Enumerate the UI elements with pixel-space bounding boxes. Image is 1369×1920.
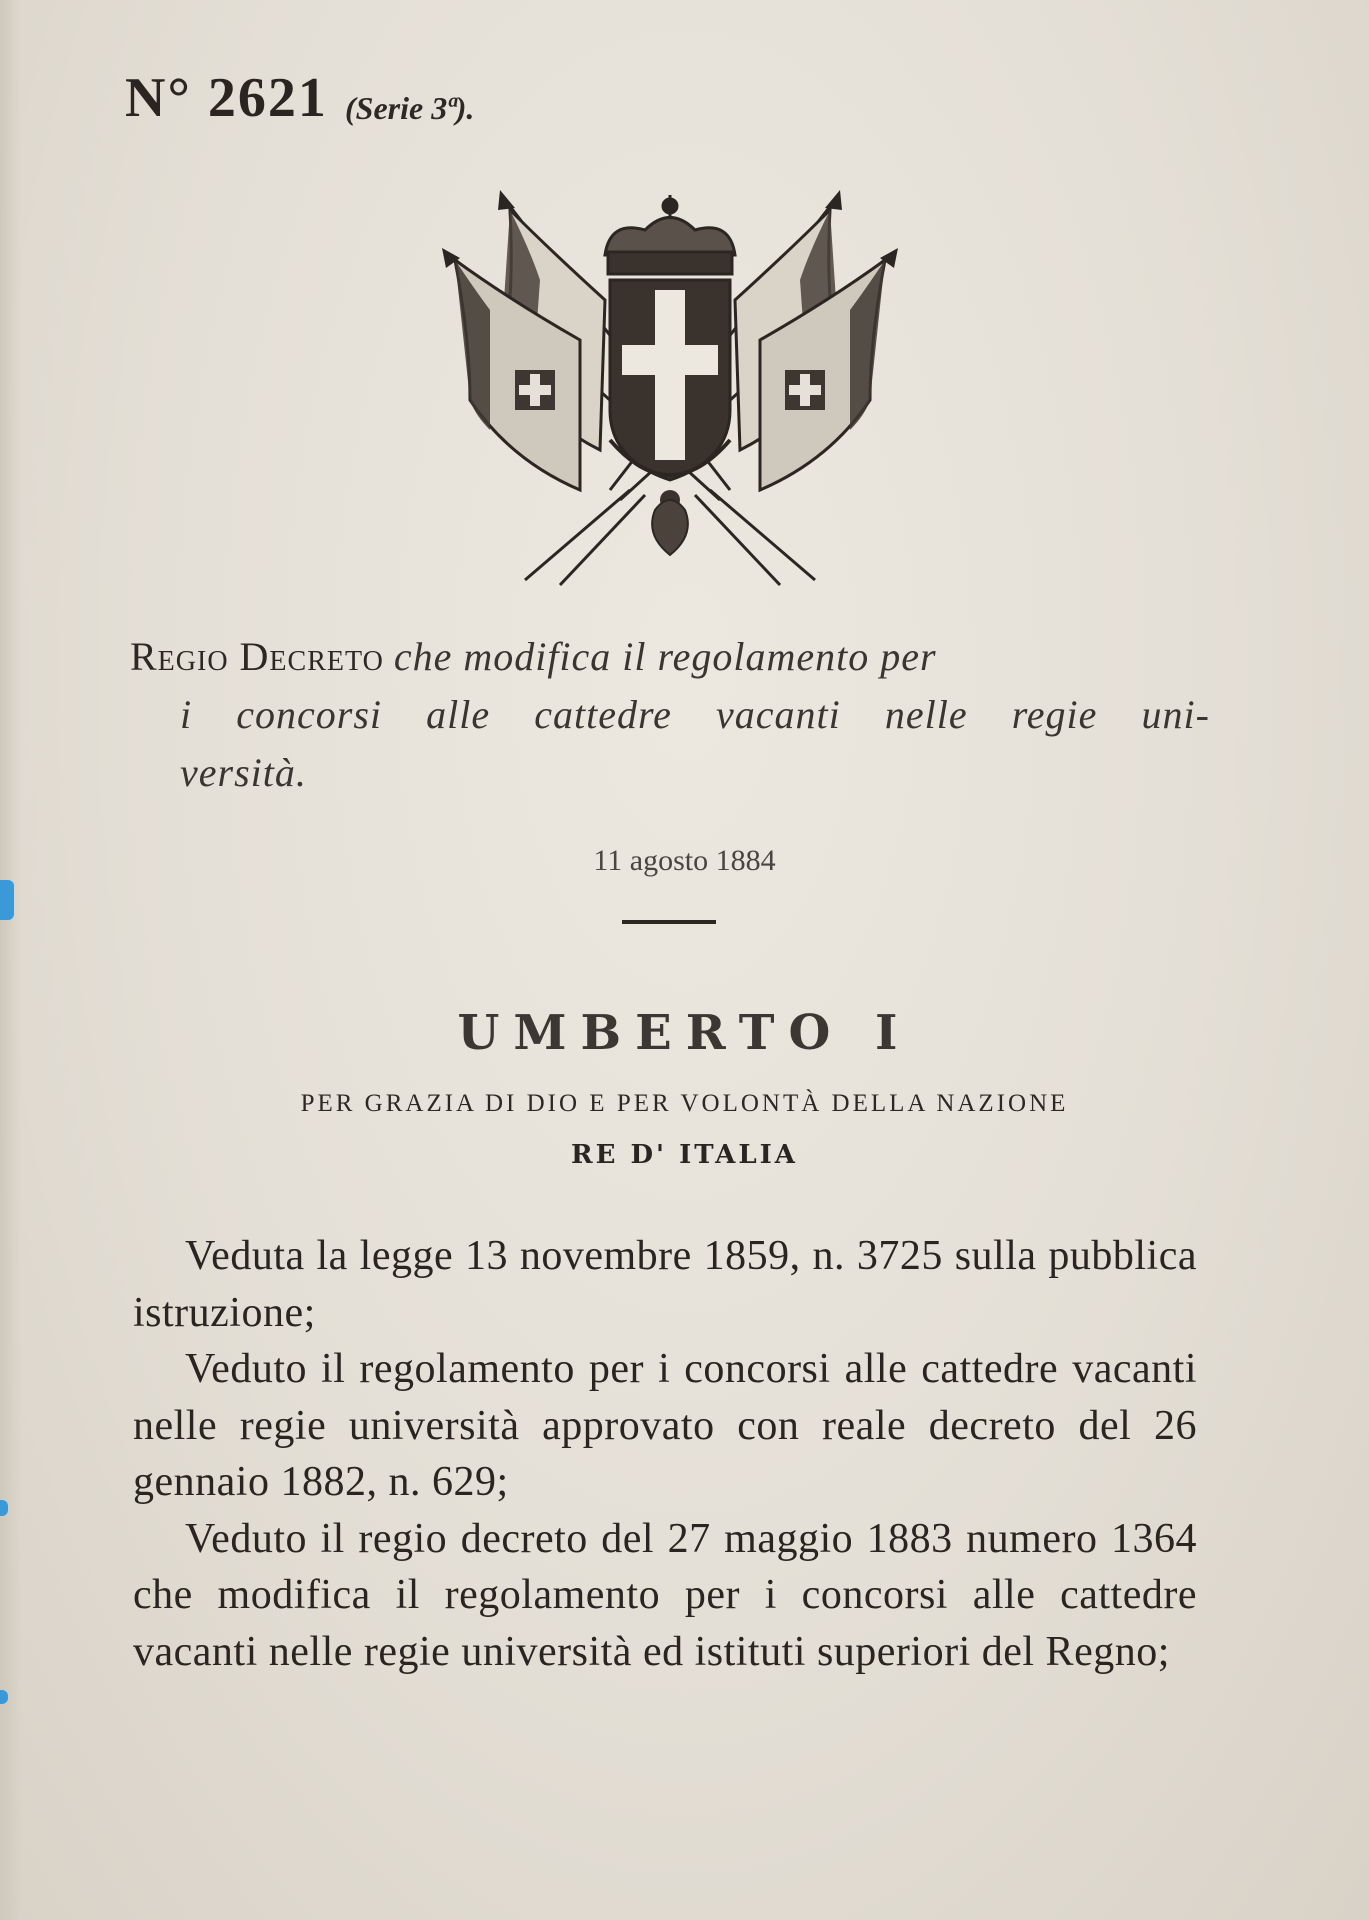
body-paragraph: Veduto il regolamento per i concorsi alle cattedre vacanti nelle regie università approvato con reale decreto del 26 gennaio 1882, n. 629; — [133, 1346, 1197, 1505]
body-paragraph: Veduto il regio decreto del 27 maggio 1883 numero 1364 che modifica il regolamento per i concorsi alle cattedre vacanti nelle regie università ed istituti superiori del Regno; — [133, 1515, 1197, 1675]
king-grace-formula: PER GRAZIA DI DIO E PER VOLONTÀ DELLA NAZIONE — [300, 1090, 1069, 1117]
decree-series: (Serie 3ª). — [345, 90, 475, 126]
divider-rule — [622, 920, 716, 924]
coat-of-arms-icon — [430, 190, 910, 590]
blue-tab-mark — [0, 1500, 8, 1516]
king-name: UMBERTO I — [457, 1005, 912, 1061]
decree-date: 11 agosto 1884 — [593, 844, 776, 877]
king-title: RE D' ITALIA — [571, 1140, 798, 1170]
decree-title-line3: versità. — [180, 750, 307, 795]
decree-title — [130, 628, 1210, 802]
decree-body — [133, 1228, 1197, 1680]
decree-title-line1: che modifica il regolamento per — [393, 634, 937, 679]
decree-number: N° 2621 — [125, 67, 328, 129]
page-edge-shadow — [0, 0, 22, 1920]
blue-tab-mark — [0, 880, 14, 920]
body-paragraph: Veduta la legge 13 novembre 1859, n. 3725 sulla pubblica istruzione; — [133, 1233, 1197, 1336]
decree-title-prefix: Regio Decreto — [130, 634, 384, 679]
decree-title-line2: i concorsi alle cattedre vacanti nelle regie uni- — [180, 692, 1210, 737]
